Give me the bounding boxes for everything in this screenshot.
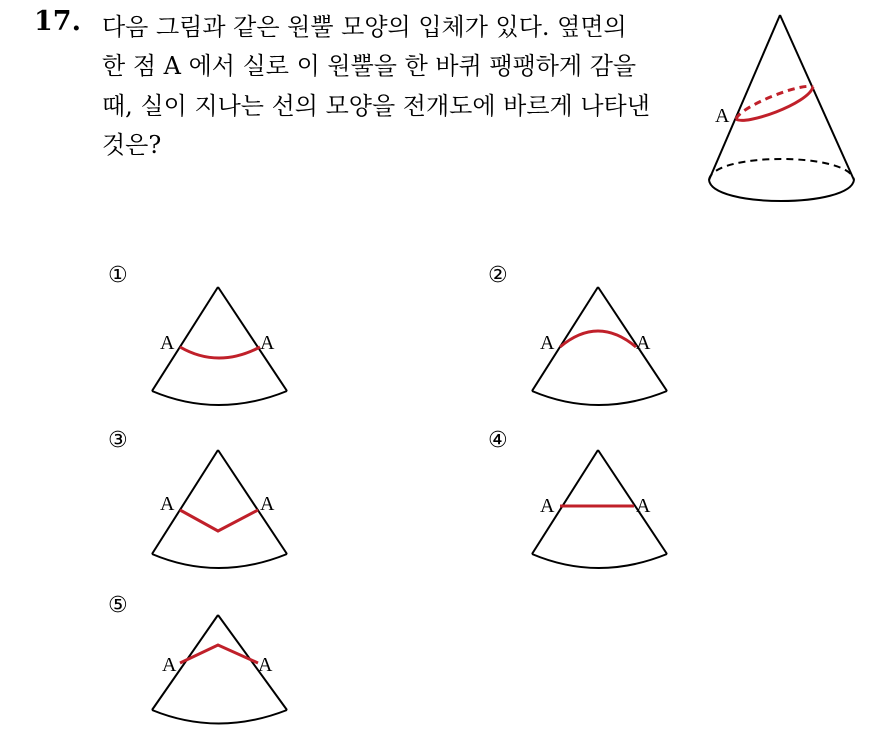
question-text-line-3: 때, 실이 지나는 선의 모양을 전개도에 바르게 나타낸 [102, 92, 650, 120]
thread-line [180, 510, 258, 531]
point-label-left: A [540, 495, 555, 517]
point-label-right: A [636, 495, 651, 517]
question-text-line-4: 것은? [102, 131, 162, 159]
cone-right-edge [780, 15, 854, 180]
net-diagram [108, 595, 348, 735]
option-5[interactable] [108, 595, 348, 740]
thread-line [180, 347, 260, 358]
cone-base-back [709, 159, 854, 180]
option-3[interactable] [108, 430, 348, 575]
option-number: ③ [108, 428, 128, 453]
option-number: ④ [488, 428, 508, 453]
net-diagram [108, 430, 348, 580]
point-label-right: A [258, 654, 273, 676]
point-label-left: A [160, 332, 175, 354]
option-1[interactable] [108, 265, 348, 410]
option-number: ② [488, 263, 508, 288]
question-number: 17. [34, 6, 81, 37]
cone-left-edge [709, 15, 780, 180]
cone-point-label: A [715, 105, 730, 127]
option-number: ⑤ [108, 593, 128, 618]
point-label-left: A [540, 332, 555, 354]
option-number: ① [108, 263, 128, 288]
cone-thread-back [736, 86, 813, 119]
net-diagram [488, 265, 728, 415]
question-text-line-1: 다음 그림과 같은 원뿔 모양의 입체가 있다. 옆면의 [102, 13, 627, 41]
point-label-right: A [260, 332, 275, 354]
point-label-right: A [636, 332, 651, 354]
cone-thread-front [736, 87, 813, 120]
thread-line [560, 331, 636, 347]
point-label-right: A [260, 493, 275, 515]
net-diagram [108, 265, 348, 415]
option-4[interactable] [488, 430, 728, 575]
point-label-left: A [160, 493, 175, 515]
cone-base-front [709, 180, 854, 201]
point-label-left: A [162, 654, 177, 676]
question-text-line-2: 한 점 A 에서 실로 이 원뿔을 한 바퀴 팽팽하게 감을 [102, 52, 637, 80]
option-2[interactable] [488, 265, 728, 410]
net-diagram [488, 430, 728, 580]
